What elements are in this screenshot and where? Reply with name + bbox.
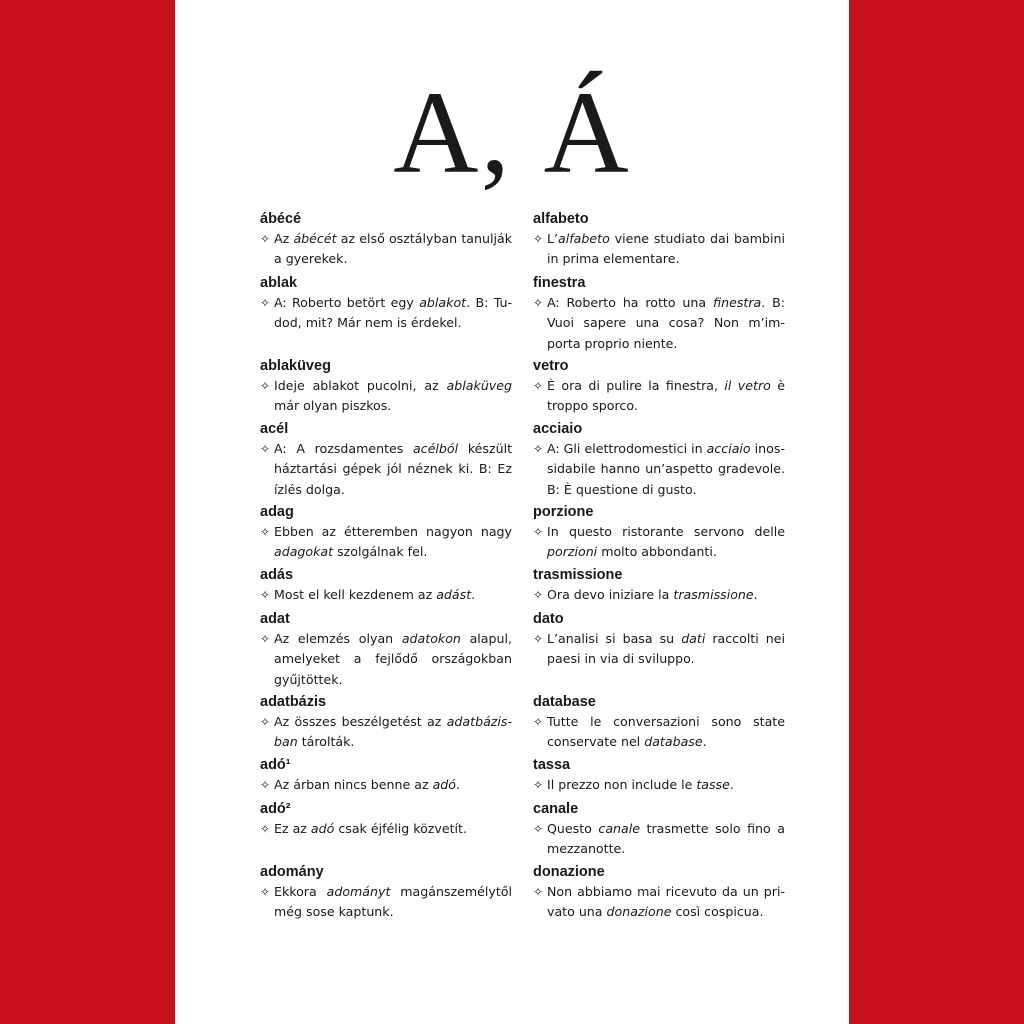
entry-it <box>533 756 785 795</box>
headword: database <box>533 694 596 710</box>
headword: adó² <box>260 801 291 817</box>
entry-it <box>533 863 785 923</box>
italic-term: tasse <box>696 777 730 792</box>
headword: adat <box>260 611 290 627</box>
headword: donazione <box>533 864 605 880</box>
example-sentence: ✧ Questo canale trasmette solo fino a mezzanotte. <box>533 821 785 857</box>
bullet-icon: ✧ <box>260 822 271 836</box>
example-sentence: ✧ A: Roberto betört egy ablakot. B: Tudod, mit? Már nem is érdekel. <box>260 295 512 331</box>
italic-term: adó <box>310 821 335 836</box>
example-sentence: ✧ Most el kell kezdenem az adást. <box>260 585 512 605</box>
example-sentence: ✧ L’alfabeto viene studiato dai bambini in prima elementare. <box>533 231 785 267</box>
entry-it <box>533 420 785 500</box>
bullet-icon: ✧ <box>533 442 544 456</box>
bullet-icon: ✧ <box>260 442 271 456</box>
headword: dato <box>533 611 564 627</box>
italic-term: acélból <box>413 441 459 456</box>
entry-it <box>533 357 785 417</box>
example-sentence: ✧ Tutte le conversazioni sono state conservate nel database. <box>533 714 785 750</box>
bullet-icon: ✧ <box>533 632 544 646</box>
entry-hu <box>260 210 512 270</box>
headword: ablaküveg <box>260 358 331 374</box>
example-sentence: ✧ L’analisi si basa su dati raccolti nei paesi in via di sviluppo. <box>533 631 785 667</box>
bullet-icon: ✧ <box>260 885 271 899</box>
italic-term: canale <box>598 821 640 836</box>
entry-hu <box>260 274 512 334</box>
bullet-icon: ✧ <box>533 379 544 393</box>
italic-term: alfabeto <box>558 231 610 246</box>
page-heading: A, Á <box>393 67 631 198</box>
italic-term: adást <box>436 587 472 602</box>
entry-it <box>533 503 785 563</box>
bullet-icon: ✧ <box>533 588 544 602</box>
bullet-icon: ✧ <box>533 778 544 792</box>
italic-term: ábécét <box>293 231 337 246</box>
example-sentence: ✧ A: Roberto ha rotto una finestra. B: Vuoi sapere una cosa? Non m’importa proprio niente. <box>533 295 786 351</box>
entry-it <box>533 210 785 270</box>
bullet-icon: ✧ <box>260 296 271 310</box>
italic-term: ablaküveg <box>446 378 512 393</box>
bullet-icon: ✧ <box>533 822 544 836</box>
entry-hu <box>260 693 512 753</box>
italic-term: adatbázisban <box>274 714 512 750</box>
headword: porzione <box>533 504 594 520</box>
entry-it <box>533 274 785 354</box>
italic-term: porzioni <box>547 544 598 560</box>
bullet-icon: ✧ <box>260 525 271 539</box>
entry-hu <box>260 566 512 605</box>
headword: tassa <box>533 757 571 773</box>
bullet-icon: ✧ <box>533 715 544 729</box>
example-sentence: ✧ È ora di pulire la finestra, il vetro è troppo sporco. <box>533 378 785 414</box>
italic-term: finestra <box>712 295 762 310</box>
example-sentence: ✧ Ekkora adományt magánszemélytől még sose kaptunk. <box>260 884 513 920</box>
entry-it <box>533 610 785 670</box>
headword: alfabeto <box>533 211 589 227</box>
italic-term: dati <box>681 631 706 646</box>
example-sentence: ✧ A: Gli elettrodomestici in acciaio inossidabile hanno un’aspetto gradevole. B: È questione di gusto. <box>533 441 785 497</box>
entry-hu <box>260 503 512 563</box>
bullet-icon: ✧ <box>260 588 271 602</box>
bullet-icon: ✧ <box>260 715 271 729</box>
italic-term: adó <box>432 777 456 792</box>
entry-it <box>533 800 785 860</box>
entry-hu <box>260 756 512 795</box>
headword: vetro <box>533 358 569 374</box>
italic-term: il vetro <box>724 378 771 393</box>
example-sentence: ✧ Az összes beszélgetést az adatbázisban tárolták. <box>260 714 512 750</box>
bullet-icon: ✧ <box>260 778 271 792</box>
italic-term: adagokat <box>274 544 334 560</box>
italic-term: ablakot <box>419 295 467 310</box>
example-sentence: ✧ Az elemzés olyan adatokon alapul, amelyeket a fejlődő országokban gyűjtöttek. <box>260 631 512 687</box>
bullet-icon: ✧ <box>260 232 271 246</box>
bullet-icon: ✧ <box>533 885 544 899</box>
italic-term: acciaio <box>706 441 751 456</box>
bullet-icon: ✧ <box>533 232 544 246</box>
headword: ábécé <box>260 211 302 227</box>
example-sentence: ✧ Ideje ablakot pucolni, az ablaküveg már olyan piszkos. <box>260 378 512 414</box>
bullet-icon: ✧ <box>533 525 544 539</box>
italic-term: donazione <box>606 904 672 920</box>
example-sentence: ✧ Ebben az étteremben nagyon nagy adagokat szolgálnak fel. <box>260 524 512 560</box>
bullet-icon: ✧ <box>260 632 271 646</box>
headword: acciaio <box>533 421 583 437</box>
headword: finestra <box>533 275 586 291</box>
entry-hu <box>260 357 512 417</box>
italic-term: database <box>644 734 703 750</box>
bullet-icon: ✧ <box>260 379 271 393</box>
headword: trasmissione <box>533 567 623 583</box>
example-sentence: ✧ A: A rozsdamentes acélból készült háztartási gépek jól néznek ki. B: Ez ízlés dolga. <box>260 441 513 497</box>
headword: acél <box>260 421 289 437</box>
italic-term: adományt <box>326 884 391 899</box>
example-sentence: ✧ Non abbiamo mai ricevuto da un privato una donazione così cospicua. <box>533 884 785 920</box>
entry-hu <box>260 420 512 500</box>
entry-hu <box>260 800 512 839</box>
entry-it <box>533 566 785 605</box>
example-sentence: ✧ Ora devo iniziare la trasmissione. <box>533 585 785 605</box>
example-sentence: ✧ Az árban nincs benne az adó. <box>260 775 512 795</box>
entry-hu <box>260 610 512 690</box>
headword: adag <box>260 504 294 520</box>
italic-term: trasmissione <box>673 587 754 602</box>
headword: adás <box>260 567 294 583</box>
entry-it <box>533 693 785 753</box>
example-sentence: ✧ Ez az adó csak éjfélig közvetít. <box>260 819 512 839</box>
dictionary-page <box>175 0 849 1024</box>
example-sentence: ✧ In questo ristorante servono delle porzioni molto abbondanti. <box>533 524 785 560</box>
headword: adó¹ <box>260 757 291 773</box>
headword: adomány <box>260 864 324 880</box>
example-sentence: ✧ Az ábécét az első osztályban tanulják a gyerekek. <box>260 231 512 267</box>
example-sentence: ✧ Il prezzo non include le tasse. <box>533 775 785 795</box>
headword: ablak <box>260 275 298 291</box>
entry-hu <box>260 863 512 923</box>
headword: canale <box>533 801 579 817</box>
italic-term: adatokon <box>401 631 461 646</box>
bullet-icon: ✧ <box>533 296 544 310</box>
headword: adatbázis <box>260 694 327 710</box>
